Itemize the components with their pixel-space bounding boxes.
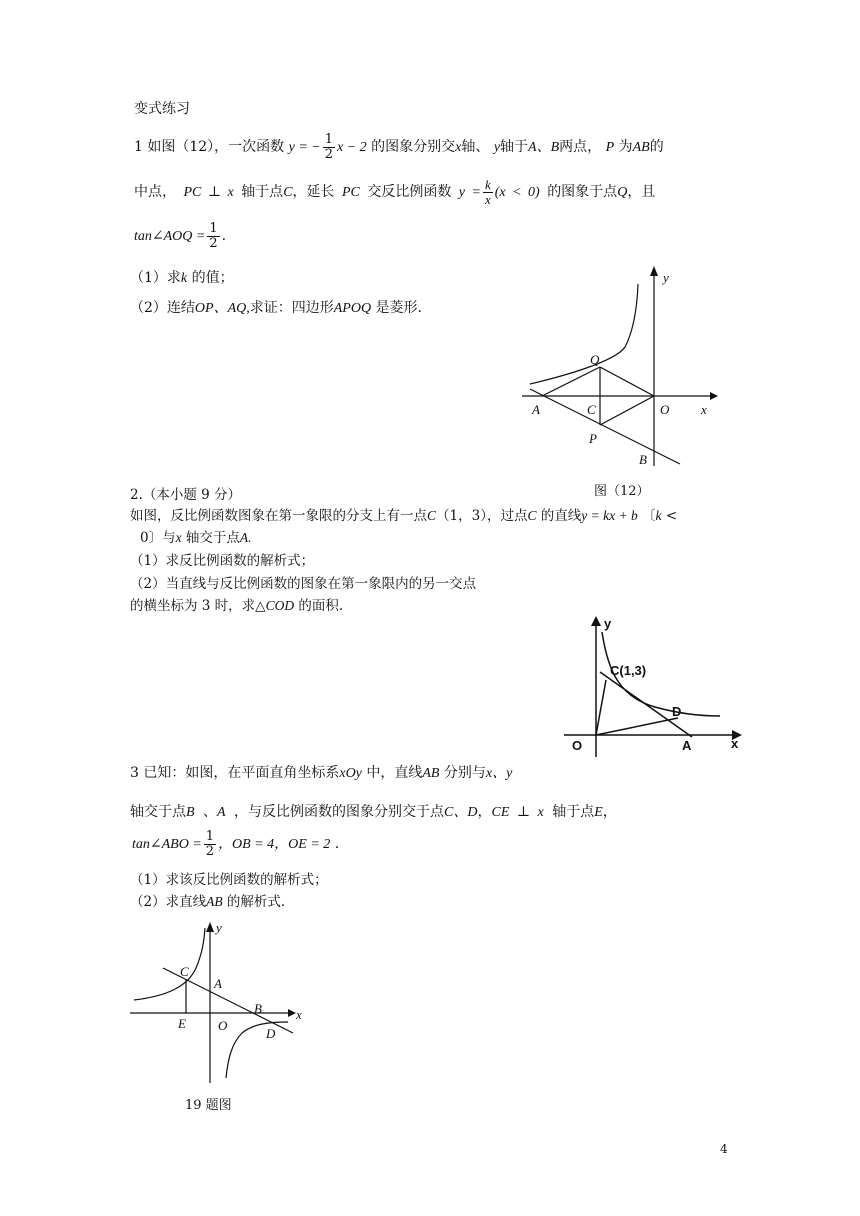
figure-19 — [128, 918, 308, 1088]
fig2-label-A: A — [682, 738, 692, 753]
p3-line-3: tan∠ABO = $\frac{1}{2}$ ，OB = 4，OE = 2 . — [132, 829, 340, 859]
p3-question-2: （2）求直线AB 的解析式. — [130, 894, 286, 910]
fig3-label-x: x — [296, 1007, 302, 1022]
fig3-hyperbola-branch-4 — [226, 1022, 288, 1078]
fig3-label-B: B — [254, 1001, 262, 1016]
fig3-hyperbola-branch-2 — [134, 928, 205, 1000]
fig3-label-O: O — [218, 1018, 228, 1033]
p1-line-3: tan∠AOQ = $\frac{1}{2}$ . — [134, 221, 227, 251]
p2-title: 2.（本小题 9 分） — [130, 487, 242, 503]
fig2-label-D: D — [672, 704, 682, 719]
figure-12-caption: 图（12） — [594, 484, 650, 499]
fig1-label-Q: Q — [590, 352, 600, 367]
figure-19-caption: 19 题图 — [185, 1098, 232, 1113]
fig1-label-C: C — [587, 402, 596, 417]
p1-question-1: （1）求k 的值； — [130, 270, 234, 286]
fig1-segment-AQ — [542, 367, 600, 396]
fig1-segment-PO — [600, 396, 654, 425]
p2-question-2: （2）当直线与反比例函数的图象在第一象限内的另一交点 — [130, 576, 477, 592]
fig1-x-arrow — [710, 392, 718, 400]
p1-question-2: （2）连结OP、AQ,求证：四边形APOQ 是菱形. — [130, 300, 422, 316]
p1-line3-fraction: $\frac{1}{2}$ — [209, 221, 218, 251]
fig2-segment-OD — [596, 718, 678, 735]
fig1-label-x: x — [701, 402, 707, 417]
fig3-label-D: D — [266, 1026, 276, 1041]
p3-line-1: 3 已知：如图，在平面直角坐标系xOy 中，直线AB 分别与x、y — [130, 765, 513, 781]
fig3-y-arrow — [206, 922, 214, 932]
p2-line-1: 如图，反比例函数图象在第一象限的分支上有一点C（1，3），过点C 的直线y = kx + b 〔k < — [130, 508, 678, 524]
p2-line-2: 0〕与x 轴交于点A. — [140, 530, 252, 546]
fig3-label-A: A — [214, 976, 222, 991]
p3-question-1: （1）求该反比例函数的解析式； — [130, 872, 328, 888]
fig2-label-O: O — [572, 738, 583, 753]
fig2-y-arrow — [591, 616, 601, 626]
fig1-label-y: y — [663, 270, 669, 285]
p1-line-1: 1 如图（12），一次函数 y = − $\frac{1}{2}$ x − 2 的图象分别交x轴、 y轴于A、B两点， P 为AB的 — [134, 132, 664, 162]
figure-2 — [560, 612, 750, 760]
fig1-hyperbola — [530, 284, 638, 384]
fig3-label-C: C — [180, 964, 189, 979]
fig3-x-arrow — [288, 1009, 296, 1017]
fig1-label-P: P — [589, 431, 597, 446]
p1-line2-fraction: $\frac{k}{x}$ — [484, 177, 491, 207]
fig1-segment-QO — [600, 367, 654, 396]
p3-line-2: 轴交于点B 、A ，与反比例函数的图象分别交于点C、D，CE ⊥ x 轴于点E， — [130, 804, 617, 820]
fig2-segment-OC — [596, 680, 606, 735]
section-title: 变式练习 — [134, 101, 190, 117]
figure-12 — [520, 262, 720, 472]
fig1-label-O: O — [660, 402, 670, 417]
fig2-label-x: x — [731, 736, 739, 751]
fig3-label-E: E — [178, 1016, 186, 1031]
fig2-label-C: C(1,3) — [610, 663, 647, 678]
p1-line1-fraction: $\frac{1}{2}$ — [324, 132, 334, 162]
fig2-label-y: y — [604, 616, 612, 631]
p1-line-2: 中点， PC ⊥ x 轴于点C，延长 PC 交反比例函数 y = $\frac{k}{x}$ (x < 0) 的图象于点Q，且 — [134, 177, 656, 207]
page-number: 4 — [720, 1142, 728, 1156]
fig1-label-A: A — [532, 402, 540, 417]
p2-question-2-cont: 的横坐标为 3 时，求△COD 的面积. — [130, 598, 344, 614]
fig1-label-B: B — [639, 452, 647, 467]
fig1-line-AB — [530, 389, 680, 464]
p2-question-1: （1）求反比例函数的解析式； — [130, 553, 315, 569]
fig3-label-y: y — [216, 920, 222, 935]
p3-line3-fraction: $\frac{1}{2}$ — [205, 829, 215, 859]
fig1-y-arrow — [650, 266, 658, 276]
